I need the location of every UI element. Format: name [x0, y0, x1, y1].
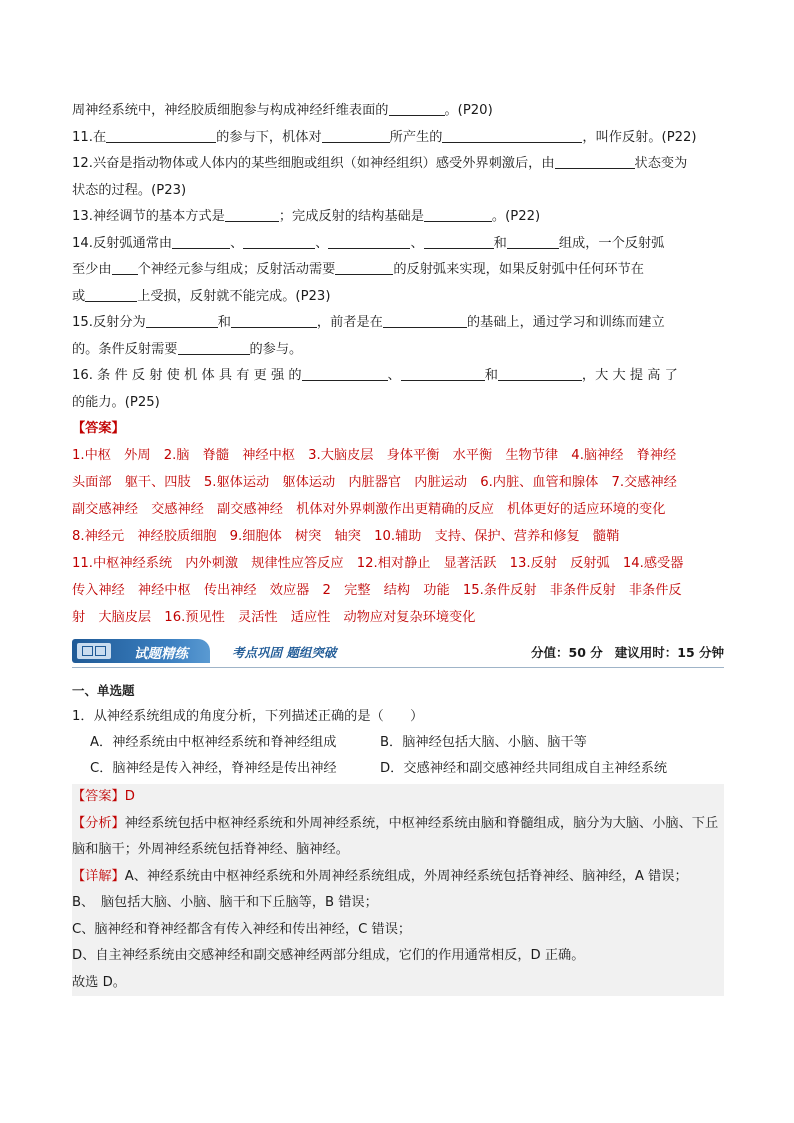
fill-line-5: 13.神经调节的基本方式是 ；完成反射的结构基础是 。(P22) [72, 209, 541, 224]
solution-detail-d: D、自主神经系统由交感神经和副交感神经两部分组成，它们的作用通常相反，D 正确。 [72, 948, 585, 963]
blank[interactable] [442, 128, 582, 143]
page [72, 98, 724, 996]
blank[interactable] [424, 207, 492, 222]
blank[interactable] [322, 128, 390, 143]
answer-line: 头面部 躯干、四肢 5.躯体运动 躯体运动 内脏器官 内脏运动 6.内脏、血管和腺体 7.交感神经 [72, 475, 677, 490]
banner-subtitle: 考点巩固 题组突破 [232, 645, 337, 660]
notebook-icon [77, 643, 111, 659]
blank[interactable] [424, 234, 494, 249]
fill-line-4: 状态的过程。(P23) [72, 182, 187, 198]
fill-line-12: 的能力。(P25) [72, 394, 160, 410]
blank[interactable] [302, 366, 388, 381]
blank[interactable] [146, 313, 218, 328]
section-title: 一、单选题 [72, 683, 135, 698]
blank[interactable] [328, 234, 410, 249]
option-a[interactable]: A．神经系统由中枢神经系统和脊神经组成 [90, 735, 337, 750]
fill-line-1: 周神经系统中，神经胶质细胞参与构成神经纤维表面的 。(P20) [72, 103, 493, 118]
option-b[interactable]: B．脑神经包括大脑、小脑、脑干等 [380, 735, 587, 750]
fill-line-2: 11.在 的参与下，机体对 所产生的 ，叫作反射。(P22) [72, 129, 697, 145]
answer-line: 射 大脑皮层 16.预见性 灵活性 适应性 动物应对复杂环境变化 [72, 610, 476, 625]
answer-line: 1.中枢 外周 2.脑 脊髓 神经中枢 3.大脑皮层 身体平衡 水平衡 生物节律 4.脑神经 脊神经 [72, 448, 677, 463]
blank[interactable] [112, 260, 138, 275]
fill-line-6: 14.反射弧通常由 、 、 、 和 组成，一个反射弧 [72, 235, 665, 251]
fill-line-3: 12.兴奋是指动物体或人体内的某些细胞或组织（如神经组织）感受外界刺激后，由 状态变为 [72, 156, 688, 171]
blank[interactable] [401, 366, 485, 381]
answer-line: 11.中枢神经系统 内外刺激 规律性应答反应 12.相对静止 显著活跃 13.反射 反射弧 14.感受器 [72, 556, 684, 571]
score-label: 分值：50 分 [531, 645, 603, 660]
answer-line: 副交感神经 交感神经 副交感神经 机体对外界刺激作出更精确的反应 机体更好的适应环境的变化 [72, 502, 666, 517]
blank[interactable] [85, 287, 137, 302]
options-row-1 [72, 730, 724, 756]
solution-detail-c: C、脑神经和脊神经都含有传入神经和传出神经，C 错误； [72, 921, 412, 937]
solution-answer: 【答案】D [72, 789, 135, 804]
answer-line: 8.神经元 神经胶质细胞 9.细胞体 树突 轴突 10.辅助 支持、保护、营养和修复 髓鞘 [72, 529, 620, 544]
solution-conclusion: 故选 D。 [72, 974, 126, 990]
blank[interactable] [498, 366, 582, 381]
options-row-2 [72, 756, 724, 782]
answer-heading: 【答案】 [72, 421, 125, 436]
banner-meta [519, 643, 724, 661]
blank[interactable] [383, 313, 467, 328]
option-c[interactable]: C．脑神经是传入神经，脊神经是传出神经 [90, 761, 337, 776]
blank[interactable] [172, 234, 230, 249]
blank[interactable] [243, 234, 315, 249]
blank[interactable] [225, 207, 279, 222]
solution-analysis: 【分析】神经系统包括中枢神经系统和外周神经系统，中枢神经系统由脑和脊髓组成，脑分为大脑、小脑、下丘脑和脑干；外周神经系统包括脊神经、脑神经。 [72, 815, 719, 857]
option-d[interactable]: D．交感神经和副交感神经共同组成自主神经系统 [380, 761, 668, 776]
blank[interactable] [335, 260, 393, 275]
blank[interactable] [231, 313, 317, 328]
banner-tag [72, 639, 210, 663]
time-label: 建议用时：15 分钟 [614, 645, 724, 660]
blank[interactable] [389, 101, 445, 116]
fill-line-10: 的。条件反射需要 的参与。 [72, 341, 303, 357]
blank[interactable] [178, 340, 250, 355]
solution-box [72, 784, 724, 996]
section-banner [72, 637, 724, 668]
answer-line: 传入神经 神经中枢 传出神经 效应器 2 完整 结构 功能 15.条件反射 非条件反射 非条件反 [72, 583, 682, 598]
solution-detail: 【详解】A、神经系统由中枢神经系统和外周神经系统组成，外周神经系统包括脊神经、脑神经，A 错误； [72, 868, 688, 884]
fill-line-11: 16. 条 件 反 射 使 机 体 具 有 更 强 的 、 和 ，大 大 提 高 了 [72, 368, 678, 383]
fill-line-9: 15.反射分为 和 ，前者是在 的基础上，通过学习和训练而建立 [72, 315, 665, 330]
solution-detail-b: B、 脑包括大脑、小脑、脑干和下丘脑等，B 错误； [72, 895, 378, 910]
blank[interactable] [507, 234, 559, 249]
fill-line-7: 至少由 个神经元参与组成；反射活动需要 的反射弧来实现，如果反射弧中任何环节在 [72, 262, 644, 277]
blank[interactable] [106, 128, 216, 143]
blank[interactable] [555, 154, 635, 169]
question-stem: 1．从神经系统组成的角度分析，下列描述正确的是（ ） [72, 709, 424, 724]
fill-line-8: 或 上受损，反射就不能完成。(P23) [72, 288, 331, 304]
banner-title: 试题精练 [134, 646, 188, 662]
